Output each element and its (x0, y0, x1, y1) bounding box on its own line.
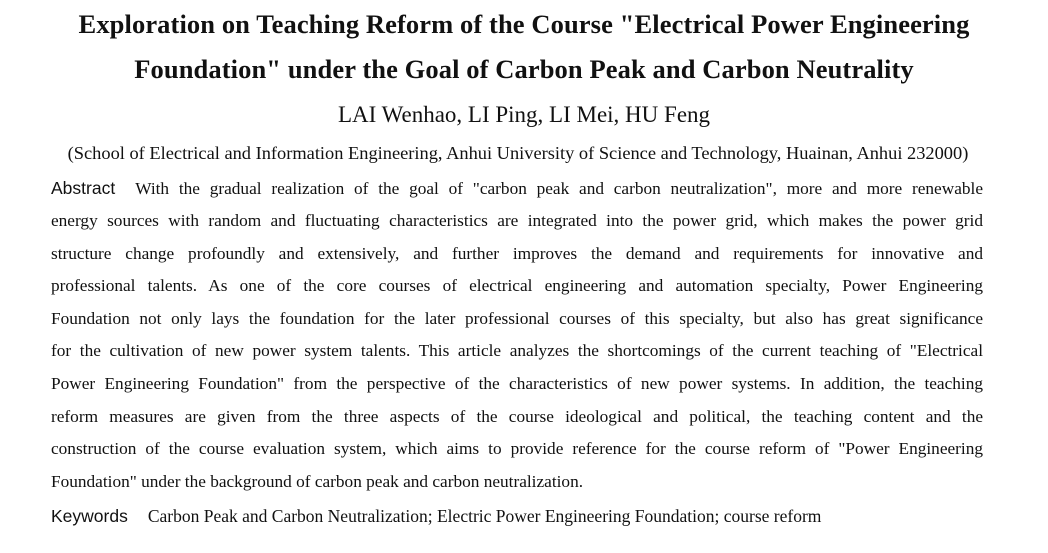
abstract-line: professional talents. As one of the core courses of electrical engineering and automation specialty, Power Engineering (51, 276, 983, 296)
abstract-line: for the cultivation of new power system talents. This article analyzes the shortcomings of the current teaching of "Electrical (51, 341, 983, 361)
abstract-line: structure change profoundly and extensively, and further improves the demand and requirements for innovative and (51, 243, 983, 263)
affiliation: (School of Electrical and Information Engineering, Anhui University of Science and Technology, Huainan, Anhui 232000) (67, 143, 969, 163)
abstract-line: reform measures are given from the three aspects of the course ideological and political, the teaching content and the (51, 406, 983, 426)
abstract-line (51, 176, 983, 200)
abstract-line: Foundation not only lays the foundation for the later professional courses of this specialty, but also has great significance (51, 308, 983, 328)
paper-title-line-2: Foundation" under the Goal of Carbon Peak and Carbon Neutrality (134, 54, 914, 84)
keywords-text: Carbon Peak and Carbon Neutralization; Electric Power Engineering Foundation; course reform (147, 506, 822, 526)
paper-title-line-1: Exploration on Teaching Reform of the Course "Electrical Power Engineering (78, 9, 970, 39)
keywords-label: Keywords (51, 506, 128, 526)
abstract-line: construction of the course evaluation system, which aims to provide reference for the course reform of "Power Engineering (51, 439, 983, 459)
author-list: LAI Wenhao, LI Ping, LI Mei, HU Feng (337, 102, 711, 127)
abstract-line: Power Engineering Foundation" from the perspective of the characteristics of new power systems. In addition, the teaching (51, 374, 983, 393)
abstract-label: Abstract (51, 178, 116, 198)
abstract-line: Foundation" under the background of carbon peak and carbon neutralization. (51, 471, 584, 491)
abstract-line: energy sources with random and fluctuating characteristics are integrated into the power grid, which makes the power grid (51, 211, 983, 230)
keywords-row (51, 503, 983, 529)
abstract-text: With the gradual realization of the goal of "carbon peak and carbon neutralization", more and more renewable (135, 179, 983, 198)
